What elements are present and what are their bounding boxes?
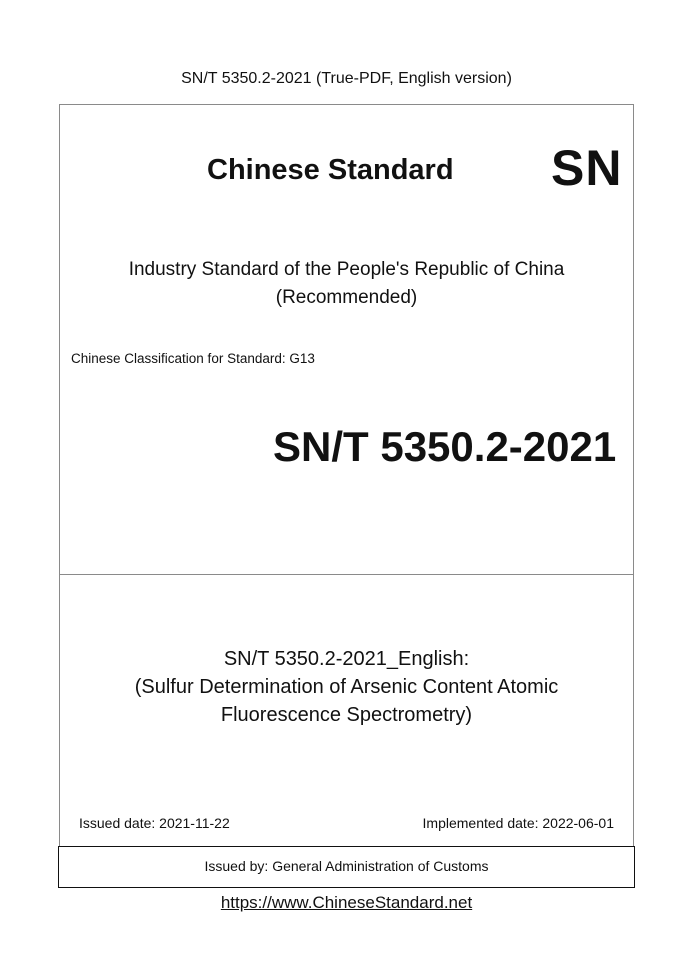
- title-line-2: (Sulfur Determination of Arsenic Content Atomic: [134, 676, 559, 698]
- title-line-1: SN/T 5350.2-2021_English:: [223, 648, 470, 670]
- issued-date: Issued date: 2021-11-22: [79, 815, 230, 831]
- website-link-container: [0, 893, 693, 913]
- page-header: SN/T 5350.2-2021 (True-PDF, English version): [181, 70, 512, 87]
- website-link[interactable]: https://www.ChineseStandard.net: [220, 893, 473, 912]
- issuer-line-2: (Recommended): [275, 287, 418, 308]
- implemented-date: Implemented date: 2022-06-01: [422, 815, 614, 831]
- issued-by-label: Issued by: General Administration of Customs: [204, 858, 489, 874]
- sn-logo: SN: [551, 140, 623, 196]
- issuer-line-1: Industry Standard of the People's Republic of China: [128, 259, 565, 280]
- title-line-3: Fluorescence Spectrometry): [220, 704, 473, 726]
- classification-label: Chinese Classification for Standard: G13: [71, 351, 315, 366]
- standard-number: SN/T 5350.2-2021: [273, 423, 617, 470]
- document-type-heading: Chinese Standard: [207, 154, 454, 186]
